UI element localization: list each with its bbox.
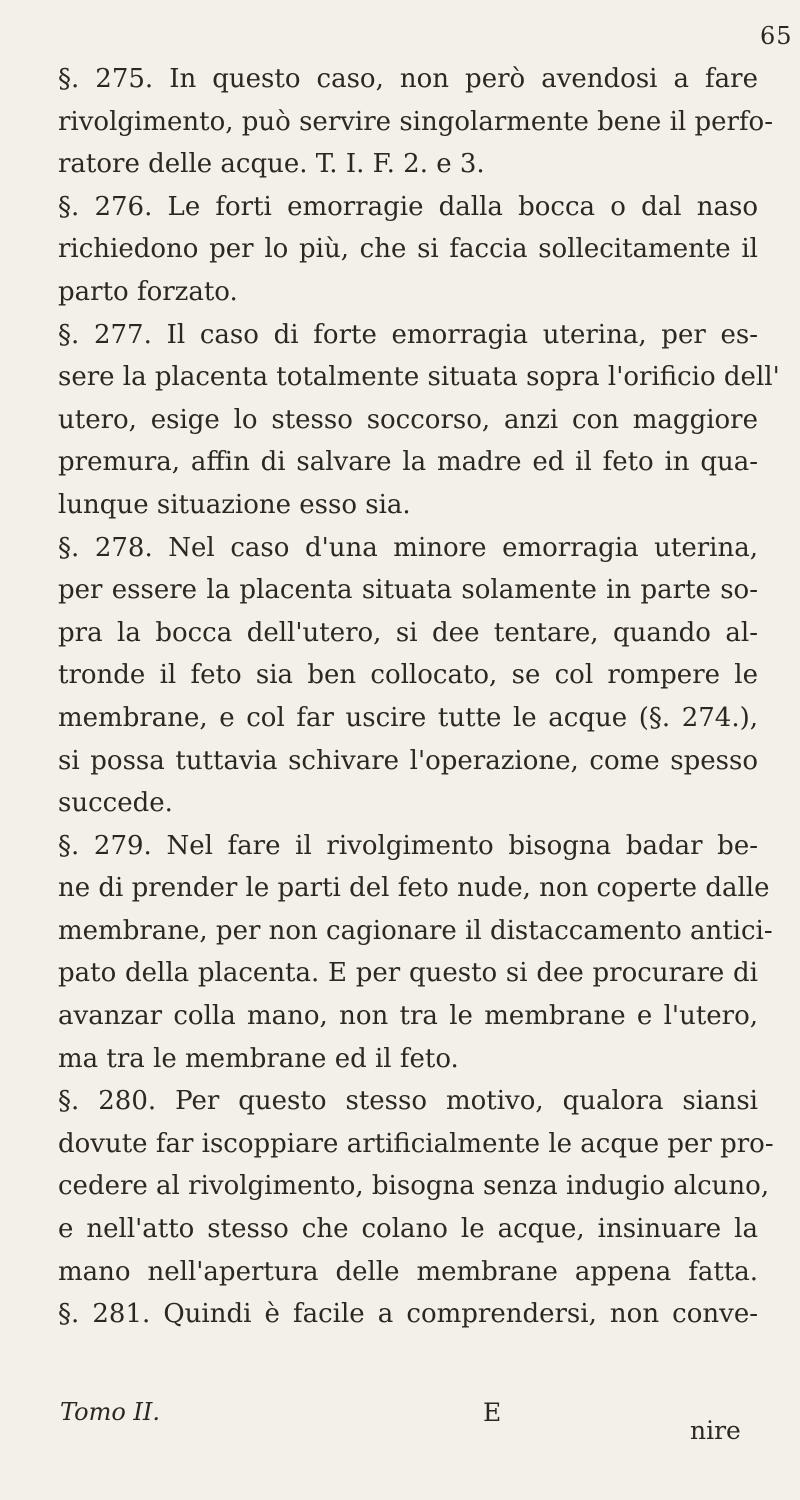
- text-line: lunque situazione esso sia.: [58, 489, 411, 520]
- page-footer: [60, 1398, 760, 1478]
- text-line: si possa tuttavia schivare l'operazione, come spesso: [58, 745, 758, 776]
- text-line: sere la placenta totalmente situata sopra l'orificio dell': [58, 362, 780, 393]
- text-line: per essere la placenta situata solamente in parte so-: [58, 575, 758, 606]
- text-line: rivolgimento, può servire singolarmente bene il perfo-: [58, 106, 773, 137]
- volume-label: Tomo II.: [60, 1398, 161, 1426]
- text-line: avanzar colla mano, non tra le membrane e l'utero,: [58, 1001, 758, 1032]
- page-number: 65: [760, 22, 793, 50]
- text-line: §. 275. In questo caso, non però avendosi a fare: [58, 64, 758, 94]
- body-text: [58, 58, 780, 1336]
- text-line: ne di prender le parti del feto nude, non coperte dalle: [58, 873, 770, 904]
- text-line: §. 278. Nel caso d'una minore emorragia uterina,: [58, 532, 758, 563]
- text-line: §. 279. Nel fare il rivolgimento bisogna badar be-: [58, 830, 758, 861]
- text-line: parto forzato.: [58, 276, 238, 307]
- text-line: richiedono per lo più, che si faccia sollecitamente il: [58, 234, 758, 265]
- text-line: dovute far iscoppiare artificialmente le acque per pro-: [58, 1128, 774, 1159]
- text-line: §. 280. Per questo stesso motivo, qualora siansi: [58, 1086, 758, 1117]
- text-line: succede.: [58, 788, 173, 819]
- text-line: pra la bocca dell'utero, si dee tentare, quando al-: [58, 617, 758, 648]
- text-line: premura, affin di salvare la madre ed il feto in qua-: [58, 447, 758, 478]
- text-line: §. 281. Quindi è facile a comprendersi, non conve-: [58, 1299, 758, 1330]
- text-line: membrane, per non cagionare il distaccamento antici-: [58, 915, 773, 946]
- text-line: §. 276. Le forti emorragie dalla bocca o dal naso: [58, 191, 758, 222]
- text-line: ratore delle acque. T. I. F. 2. e 3.: [58, 149, 485, 180]
- text-line: utero, esige lo stesso soccorso, anzi con maggiore: [58, 404, 758, 435]
- text-line: tronde il feto sia ben collocato, se col rompere le: [58, 660, 758, 691]
- text-line: ma tra le membrane ed il feto.: [58, 1043, 459, 1074]
- catchword: nire: [690, 1416, 741, 1445]
- text-line: cedere al rivolgimento, bisogna senza indugio alcuno,: [58, 1171, 770, 1202]
- text-line: e nell'atto stesso che colano le acque, insinuare la: [58, 1214, 758, 1245]
- signature-mark: E: [483, 1398, 502, 1427]
- text-line: §. 277. Il caso di forte emorragia uterina, per es-: [58, 319, 758, 350]
- text-line: pato della placenta. E per questo si dee procurare di: [58, 958, 758, 989]
- text-line: membrane, e col far uscire tutte le acque (§. 274.),: [58, 702, 758, 733]
- text-line: mano nell'apertura delle membrane appena fatta.: [58, 1256, 758, 1287]
